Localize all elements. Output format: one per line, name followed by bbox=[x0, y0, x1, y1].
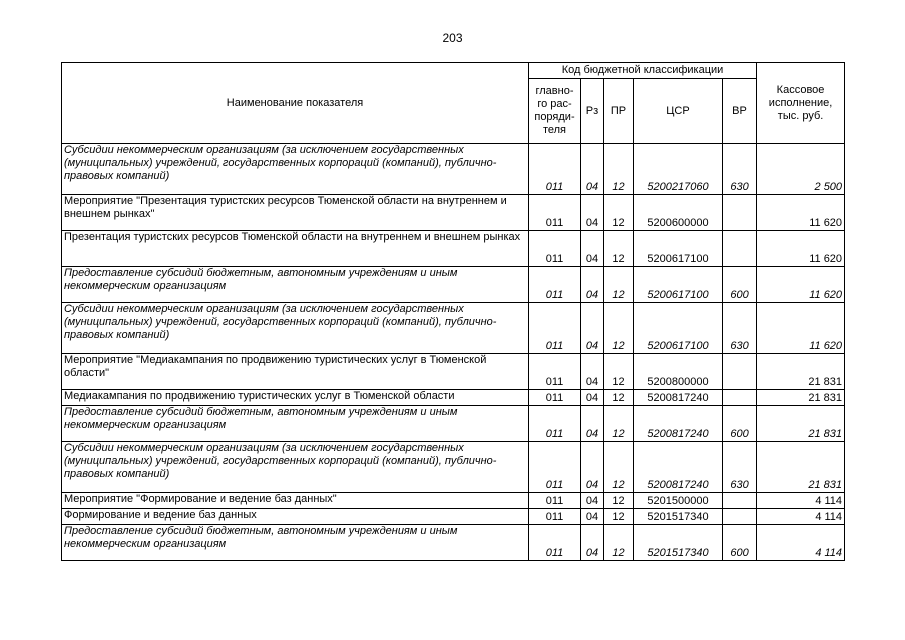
cell-rz: 04 bbox=[581, 406, 604, 442]
cell-vr: 630 bbox=[723, 442, 757, 493]
cell-rz: 04 bbox=[581, 390, 604, 406]
cell-amount: 21 831 bbox=[757, 442, 845, 493]
cell-amount: 11 620 bbox=[757, 195, 845, 231]
cell-glavn: 011 bbox=[529, 390, 581, 406]
table-row bbox=[62, 525, 845, 561]
cell-pr: 12 bbox=[604, 525, 634, 561]
cell-glavn: 011 bbox=[529, 493, 581, 509]
cell-csr: 5200817240 bbox=[634, 390, 723, 406]
cell-name: Презентация туристских ресурсов Тюменской области на внутреннем и внешнем рынках bbox=[62, 231, 529, 267]
cell-csr: 5200817240 bbox=[634, 406, 723, 442]
cell-glavn: 011 bbox=[529, 303, 581, 354]
cell-amount: 21 831 bbox=[757, 390, 845, 406]
cell-pr: 12 bbox=[604, 303, 634, 354]
cell-csr: 5200600000 bbox=[634, 195, 723, 231]
cell-pr: 12 bbox=[604, 195, 634, 231]
cell-name: Предоставление субсидий бюджетным, автономным учреждениям и иным некоммерческим организациям bbox=[62, 525, 529, 561]
cell-glavn: 011 bbox=[529, 144, 581, 195]
cell-vr bbox=[723, 390, 757, 406]
cell-name: Субсидии некоммерческим организациям (за исключением государственных (муниципальных) учреждений, государственных корпораций (компаний), публично-правовых компаний) bbox=[62, 303, 529, 354]
cell-rz: 04 bbox=[581, 195, 604, 231]
cell-pr: 12 bbox=[604, 144, 634, 195]
cell-rz: 04 bbox=[581, 303, 604, 354]
cell-csr: 5200617100 bbox=[634, 303, 723, 354]
cell-name: Медиакампания по продвижению туристических услуг в Тюменской области bbox=[62, 390, 529, 406]
cell-vr bbox=[723, 231, 757, 267]
cell-amount: 21 831 bbox=[757, 354, 845, 390]
cell-pr: 12 bbox=[604, 442, 634, 493]
cell-csr: 5201500000 bbox=[634, 493, 723, 509]
table-row bbox=[62, 303, 845, 354]
cell-glavn: 011 bbox=[529, 406, 581, 442]
table-row bbox=[62, 406, 845, 442]
table-row bbox=[62, 509, 845, 525]
cell-amount: 4 114 bbox=[757, 493, 845, 509]
cell-rz: 04 bbox=[581, 144, 604, 195]
cell-rz: 04 bbox=[581, 509, 604, 525]
cell-amount: 11 620 bbox=[757, 303, 845, 354]
cell-amount: 21 831 bbox=[757, 406, 845, 442]
table-row bbox=[62, 354, 845, 390]
header-glavn-column: главно-го рас-поряди-теля bbox=[529, 79, 581, 144]
cell-glavn: 011 bbox=[529, 267, 581, 303]
cell-csr: 5201517340 bbox=[634, 525, 723, 561]
cell-pr: 12 bbox=[604, 267, 634, 303]
cell-rz: 04 bbox=[581, 442, 604, 493]
cell-csr: 5200817240 bbox=[634, 442, 723, 493]
cell-name: Субсидии некоммерческим организациям (за исключением государственных (муниципальных) учреждений, государственных корпораций (компаний), публично-правовых компаний) bbox=[62, 144, 529, 195]
header-budget-classification: Код бюджетной классификации bbox=[529, 63, 757, 79]
table-row bbox=[62, 493, 845, 509]
table-row bbox=[62, 195, 845, 231]
cell-csr: 5200617100 bbox=[634, 267, 723, 303]
cell-pr: 12 bbox=[604, 390, 634, 406]
header-amount-column: Кассовое исполнение, тыс. руб. bbox=[757, 63, 845, 144]
cell-rz: 04 bbox=[581, 493, 604, 509]
cell-vr: 630 bbox=[723, 303, 757, 354]
cell-glavn: 011 bbox=[529, 509, 581, 525]
cell-name: Субсидии некоммерческим организациям (за исключением государственных (муниципальных) учреждений, государственных корпораций (компаний), публично-правовых компаний) bbox=[62, 442, 529, 493]
cell-vr: 600 bbox=[723, 406, 757, 442]
cell-rz: 04 bbox=[581, 525, 604, 561]
cell-vr: 600 bbox=[723, 525, 757, 561]
table-header bbox=[62, 63, 845, 144]
cell-vr: 600 bbox=[723, 267, 757, 303]
cell-name: Мероприятие "Медиакампания по продвижению туристических услуг в Тюменской области" bbox=[62, 354, 529, 390]
cell-rz: 04 bbox=[581, 231, 604, 267]
cell-glavn: 011 bbox=[529, 525, 581, 561]
cell-amount: 11 620 bbox=[757, 231, 845, 267]
cell-pr: 12 bbox=[604, 231, 634, 267]
table-row bbox=[62, 442, 845, 493]
header-rz-column: Рз bbox=[581, 79, 604, 144]
cell-name: Мероприятие "Формирование и ведение баз данных" bbox=[62, 493, 529, 509]
header-vr-column: ВР bbox=[723, 79, 757, 144]
cell-vr bbox=[723, 195, 757, 231]
table-row bbox=[62, 144, 845, 195]
header-csr-column: ЦСР bbox=[634, 79, 723, 144]
budget-table bbox=[61, 62, 845, 561]
header-pr-column: ПР bbox=[604, 79, 634, 144]
cell-amount: 4 114 bbox=[757, 509, 845, 525]
cell-glavn: 011 bbox=[529, 442, 581, 493]
cell-name: Предоставление субсидий бюджетным, автономным учреждениям и иным некоммерческим организациям bbox=[62, 267, 529, 303]
table-body bbox=[62, 144, 845, 561]
cell-glavn: 011 bbox=[529, 354, 581, 390]
cell-amount: 2 500 bbox=[757, 144, 845, 195]
table-row bbox=[62, 267, 845, 303]
cell-vr: 630 bbox=[723, 144, 757, 195]
page-number: 203 bbox=[442, 31, 463, 45]
cell-pr: 12 bbox=[604, 406, 634, 442]
cell-csr: 5200800000 bbox=[634, 354, 723, 390]
cell-vr bbox=[723, 509, 757, 525]
cell-name: Предоставление субсидий бюджетным, автономным учреждениям и иным некоммерческим организациям bbox=[62, 406, 529, 442]
cell-pr: 12 bbox=[604, 509, 634, 525]
cell-vr bbox=[723, 354, 757, 390]
header-name-column: Наименование показателя bbox=[62, 63, 529, 144]
cell-csr: 5200217060 bbox=[634, 144, 723, 195]
cell-rz: 04 bbox=[581, 354, 604, 390]
cell-name: Формирование и ведение баз данных bbox=[62, 509, 529, 525]
cell-csr: 5200617100 bbox=[634, 231, 723, 267]
table-row bbox=[62, 231, 845, 267]
cell-amount: 4 114 bbox=[757, 525, 845, 561]
cell-vr bbox=[723, 493, 757, 509]
cell-rz: 04 bbox=[581, 267, 604, 303]
cell-csr: 5201517340 bbox=[634, 509, 723, 525]
cell-pr: 12 bbox=[604, 354, 634, 390]
cell-name: Мероприятие "Презентация туристских ресурсов Тюменской области на внутреннем и внешнем рынках" bbox=[62, 195, 529, 231]
cell-glavn: 011 bbox=[529, 195, 581, 231]
table-row bbox=[62, 390, 845, 406]
cell-pr: 12 bbox=[604, 493, 634, 509]
cell-glavn: 011 bbox=[529, 231, 581, 267]
cell-amount: 11 620 bbox=[757, 267, 845, 303]
